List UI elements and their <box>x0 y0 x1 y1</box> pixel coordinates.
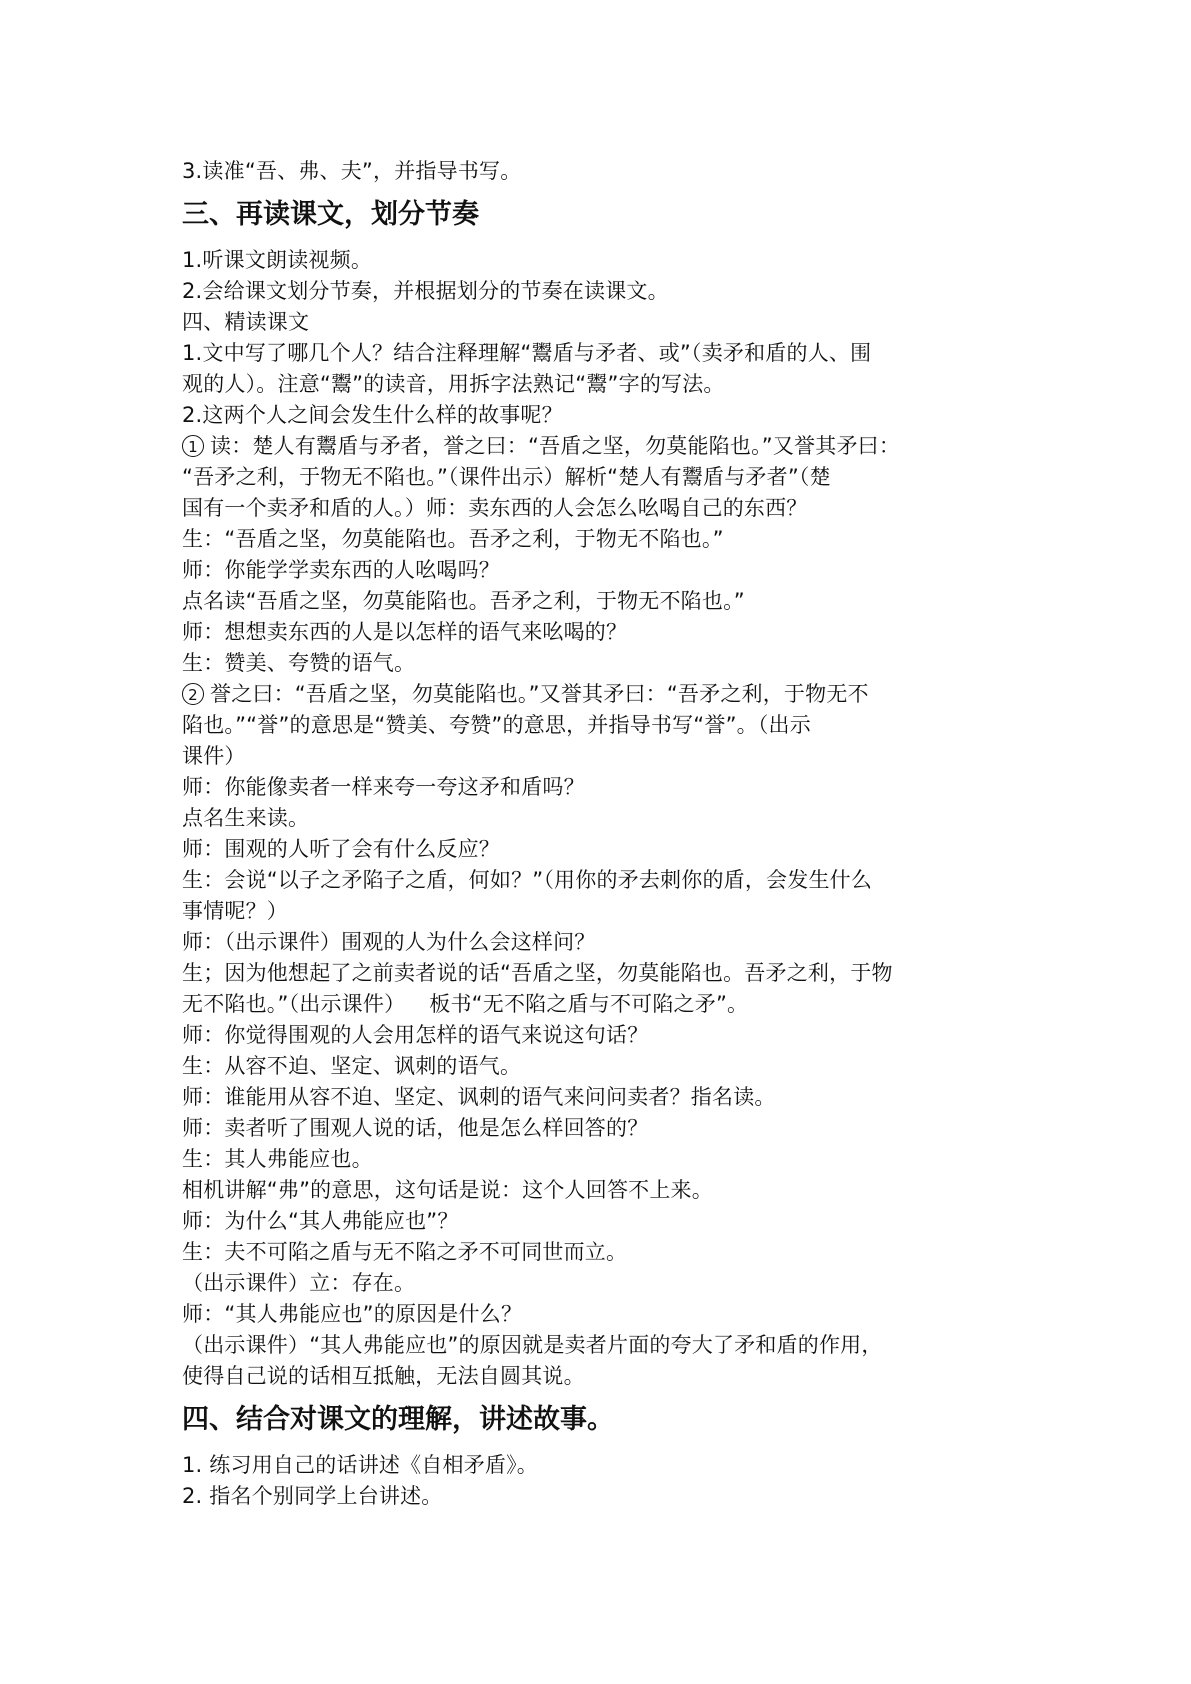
text-line: 相机讲解“弗”的意思，这句话是说：这个人回答不上来。 <box>182 1178 713 1202</box>
text-line: 师：卖者听了围观人说的话，他是怎么样回答的？ <box>182 1116 649 1140</box>
text-line: “吾矛之利，于物无不陷也。”（课件出示）解析“楚人有鬻盾与矛者”（楚 <box>182 465 831 489</box>
text-line: 事情呢？） <box>182 899 288 923</box>
text-line: 使得自己说的话相互抵触，无法自圆其说。 <box>182 1364 585 1388</box>
text-line: 生：从容不迫、坚定、讽刺的语气。 <box>182 1054 522 1078</box>
text-line: 四、精读课文 <box>182 310 310 334</box>
text-line: （出示课件）“其人弗能应也”的原因就是卖者片面的夸大了矛和盾的作用， <box>182 1333 883 1357</box>
text-line: 3.读准“吾、弗、夫”，并指导书写。 <box>182 159 522 183</box>
text-line: 生：“吾盾之坚，勿莫能陷也。吾矛之利，于物无不陷也。” <box>182 527 724 551</box>
line-text: 读：楚人有鬻盾与矛者，誉之曰：“吾盾之坚，勿莫能陷也。”又誉其矛曰： <box>210 434 901 458</box>
document-page <box>182 156 1032 1512</box>
text-line: 师：你能像卖者一样来夸一夸这矛和盾吗？ <box>182 775 585 799</box>
text-line: 师：围观的人听了会有什么反应？ <box>182 837 500 861</box>
text-line: 1. 练习用自己的话讲述《自相矛盾》。 <box>182 1453 539 1477</box>
text-line: 生：其人弗能应也。 <box>182 1147 373 1171</box>
text-line: 陷也。”“誉”的意思是“赞美、夸赞”的意思，并指导书写“誉”。（出示 <box>182 713 811 737</box>
text-line: 师：谁能用从容不迫、坚定、讽刺的语气来问问卖者？指名读。 <box>182 1085 776 1109</box>
board-writing-text: 板书“无不陷之盾与不可陷之矛”。 <box>429 992 749 1016</box>
text-line: 生：夫不可陷之盾与无不陷之矛不可同世而立。 <box>182 1240 628 1264</box>
line-text: 誉之曰：“吾盾之坚，勿莫能陷也。”又誉其矛曰：“吾矛之利，于物无不 <box>210 682 869 706</box>
text-line: 2.会给课文划分节奏，并根据划分的节奏在读课文。 <box>182 279 669 303</box>
text-line: 点名生来读。 <box>182 806 310 830</box>
text-line: 师：你能学学卖东西的人吆喝吗？ <box>182 558 500 582</box>
circled-number: 1 <box>182 435 204 457</box>
text-line: 师：你觉得围观的人会用怎样的语气来说这句话？ <box>182 1023 649 1047</box>
text-line: 生；因为他想起了之前卖者说的话“吾盾之坚，勿莫能陷也。吾矛之利，于物 <box>182 961 893 985</box>
document-body <box>182 156 1032 1512</box>
section-heading: 三、再读课文，划分节奏 <box>182 199 479 230</box>
text-line: 师：（出示课件）围观的人为什么会这样问？ <box>182 930 596 954</box>
line-text: 无不陷也。”（出示课件） <box>182 992 406 1016</box>
text-line: 师：“其人弗能应也”的原因是什么？ <box>182 1302 523 1326</box>
section-heading: 四、结合对课文的理解，讲述故事。 <box>182 1404 614 1435</box>
text-line: （出示课件）立：存在。 <box>182 1271 416 1295</box>
text-line: 师：想想卖东西的人是以怎样的语气来吆喝的？ <box>182 620 628 644</box>
text-line: 点名读“吾盾之坚，勿莫能陷也。吾矛之利，于物无不陷也。” <box>182 589 745 613</box>
numbered-paragraph-line <box>182 679 1032 710</box>
circled-number: 2 <box>182 683 204 705</box>
text-line: 1.听课文朗读视频。 <box>182 248 373 272</box>
text-line <box>182 989 1032 1020</box>
text-line: 2.这两个人之间会发生什么样的故事呢？ <box>182 403 563 427</box>
text-line: 观的人）。注意“鬻”的读音，用拆字法熟记“鬻”字的写法。 <box>182 372 725 396</box>
text-line: 生：会说“以子之矛陷子之盾，何如？”（用你的矛去刺你的盾，会发生什么 <box>182 868 873 892</box>
text-line: 1.文中写了哪几个人？结合注释理解“鬻盾与矛者、或”（卖矛和盾的人、围 <box>182 341 872 365</box>
text-line: 生：赞美、夸赞的语气。 <box>182 651 416 675</box>
numbered-paragraph-line <box>182 431 1032 462</box>
text-line: 国有一个卖矛和盾的人。）师：卖东西的人会怎么吆喝自己的东西？ <box>182 496 808 520</box>
text-line: 2. 指名个别同学上台讲述。 <box>182 1484 443 1508</box>
text-line: 师：为什么“其人弗能应也”？ <box>182 1209 459 1233</box>
text-line: 课件） <box>182 744 246 768</box>
